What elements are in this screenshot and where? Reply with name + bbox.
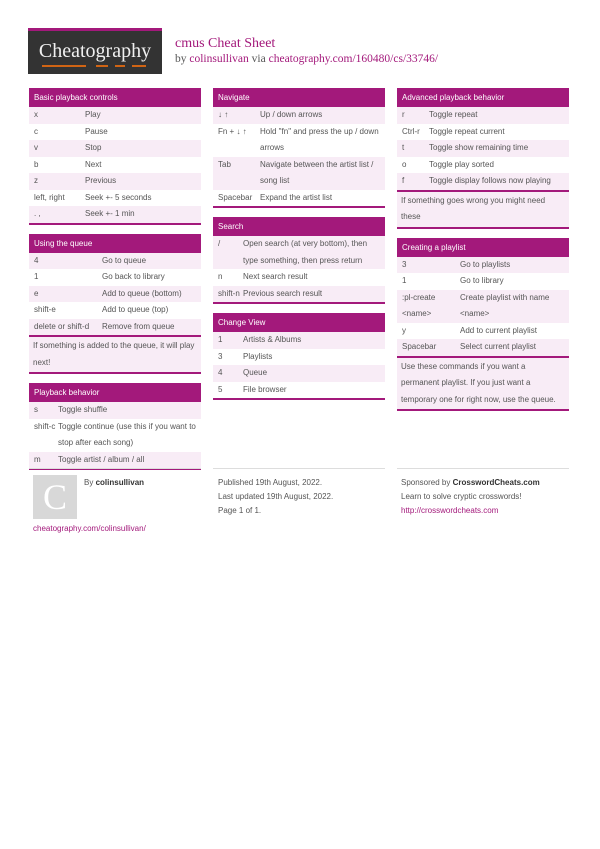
shortcut-description: Playlists	[243, 351, 273, 361]
column-1	[29, 88, 201, 479]
shortcut-description: Next search result	[243, 272, 308, 281]
shortcut-description: Add to queue (top)	[102, 305, 169, 314]
shortcut-key: n	[218, 272, 223, 281]
author-avatar[interactable]: C	[33, 475, 77, 519]
shortcut-description: Pause	[85, 126, 108, 136]
shortcut-row	[213, 157, 385, 190]
shortcut-key: c	[34, 126, 38, 136]
shortcut-key: Tab	[218, 159, 231, 169]
sponsor-label: Sponsored by	[401, 478, 451, 487]
shortcut-row	[29, 402, 201, 419]
shortcut-description: Create playlist with name <name>	[460, 292, 550, 318]
shortcut-key: 1	[34, 272, 39, 281]
section-note: Use these commands if you want a permanent playlist. If you just want a temporary one for right now, use the queue.	[397, 356, 569, 410]
section-playback-behavior	[29, 383, 201, 470]
logo-underline-accent	[115, 65, 125, 67]
shortcut-key: ↓ ↑	[218, 110, 229, 119]
section-title: Playback behavior	[29, 383, 201, 402]
shortcut-row	[213, 124, 385, 157]
shortcut-key: b	[34, 159, 39, 169]
shortcut-description: Navigate between the artist list / song list	[260, 159, 374, 185]
shortcut-description: Add to queue (bottom)	[102, 288, 182, 298]
shortcut-description: Seek +- 5 seconds	[85, 192, 152, 202]
shortcut-key: t	[402, 143, 405, 152]
shortcut-row	[397, 257, 569, 274]
shortcut-row	[213, 332, 385, 349]
shortcut-description: Expand the artist list	[260, 192, 333, 202]
shortcut-description: Previous search result	[243, 288, 323, 298]
sponsor-name[interactable]: CrosswordCheats.com	[452, 478, 540, 487]
shortcut-description: Toggle repeat current	[429, 126, 505, 136]
logo-underline-accent	[96, 65, 108, 67]
section-change-view	[213, 313, 385, 400]
shortcut-key: 3	[218, 351, 223, 361]
shortcut-row	[29, 253, 201, 270]
shortcut-description: Remove from queue	[102, 321, 175, 331]
sponsor-line	[401, 476, 540, 490]
shortcut-key: Ctrl-r	[402, 126, 420, 136]
shortcut-row	[213, 365, 385, 382]
shortcut-key: shift-c	[34, 421, 56, 431]
footer-author-url[interactable]: cheatography.com/colinsullivan/	[33, 524, 146, 533]
shortcut-row	[213, 269, 385, 286]
shortcut-description: Select current playlist	[460, 342, 537, 351]
shortcut-row	[29, 302, 201, 319]
shortcut-key: Spacebar	[402, 342, 437, 351]
section-title: Basic playback controls	[29, 88, 201, 107]
section-using-queue	[29, 234, 201, 375]
shortcut-key: x	[34, 110, 38, 119]
shortcut-description: Queue	[243, 368, 268, 377]
section-title: Creating a playlist	[397, 238, 569, 257]
shortcut-key: Fn + ↓ ↑	[218, 126, 247, 136]
shortcut-key: e	[34, 288, 39, 298]
shortcut-key: delete or shift-d	[34, 321, 90, 331]
shortcut-key: 3	[402, 259, 407, 269]
shortcut-key: . ,	[34, 209, 41, 218]
shortcut-row	[29, 319, 201, 336]
shortcut-description: Go back to library	[102, 272, 165, 281]
shortcut-key: z	[34, 176, 38, 185]
shortcut-row	[397, 339, 569, 356]
sponsor-tagline: Learn to solve cryptic crosswords!	[401, 492, 522, 501]
shortcut-row	[213, 236, 385, 269]
shortcut-row	[213, 382, 385, 399]
footer-author-name[interactable]: colinsullivan	[95, 478, 145, 487]
shortcut-key: f	[402, 176, 405, 185]
shortcut-key: r	[402, 110, 405, 119]
shortcut-row	[29, 190, 201, 207]
logo-underline-accent	[132, 65, 146, 67]
shortcut-key: /	[218, 239, 221, 248]
page-title: cmus Cheat Sheet	[175, 36, 276, 51]
shortcut-description: File browser	[243, 384, 287, 394]
footer-sponsor	[401, 476, 540, 518]
shortcut-description: Next	[85, 159, 102, 169]
shortcut-row	[397, 157, 569, 174]
shortcut-row	[29, 419, 201, 452]
shortcut-key: 1	[218, 335, 223, 344]
column-3	[397, 88, 569, 420]
by-label: by	[175, 53, 187, 65]
shortcut-row	[29, 269, 201, 286]
shortcut-row	[213, 349, 385, 366]
shortcut-description: Toggle show remaining time	[429, 143, 529, 152]
shortcut-description: Open search (at very bottom), then type something, then press return	[243, 239, 368, 265]
section-basic-playback	[29, 88, 201, 225]
page-count: Page 1 of 1.	[218, 506, 262, 515]
shortcut-row	[397, 173, 569, 190]
section-advanced-playback	[397, 88, 569, 229]
shortcut-key: shift-e	[34, 305, 56, 314]
section-title: Navigate	[213, 88, 385, 107]
shortcut-key: 4	[218, 368, 223, 377]
shortcut-row	[213, 286, 385, 303]
shortcut-key: shift-n	[218, 288, 240, 298]
shortcut-key: 4	[34, 255, 39, 265]
shortcut-row	[29, 124, 201, 141]
section-title: Advanced playback behavior	[397, 88, 569, 107]
footer-by-label: By	[84, 478, 94, 487]
sheet-url-link[interactable]: cheatography.com/160480/cs/33746/	[268, 53, 439, 65]
byline	[175, 52, 438, 67]
footer-divider	[213, 468, 385, 469]
shortcut-description: Toggle continue (use this if you want to stop after each song)	[58, 421, 196, 447]
shortcut-row	[29, 140, 201, 157]
section-creating-playlist	[397, 238, 569, 412]
shortcut-description: Go to queue	[102, 255, 147, 265]
published-date: Published 19th August, 2022.	[218, 478, 323, 487]
shortcut-row	[29, 286, 201, 303]
shortcut-row	[397, 140, 569, 157]
section-navigate	[213, 88, 385, 208]
shortcut-row	[29, 107, 201, 124]
title-block	[175, 36, 438, 67]
shortcut-row	[397, 323, 569, 340]
shortcut-description: Up / down arrows	[260, 110, 323, 119]
shortcut-row	[397, 124, 569, 141]
footer-divider	[29, 468, 201, 469]
section-search	[213, 217, 385, 304]
shortcut-description: Go to playlists	[460, 259, 511, 269]
cheatography-logo[interactable]	[28, 28, 162, 74]
logo-text: Cheatography	[38, 40, 152, 62]
footer-author-url-wrap	[33, 522, 146, 536]
footer-author	[84, 476, 144, 490]
column-2	[213, 88, 385, 409]
shortcut-key: 5	[218, 384, 223, 394]
via-label: via	[251, 53, 266, 65]
shortcut-description: Toggle shuffle	[58, 405, 108, 414]
shortcut-key: :pl-create <name>	[402, 292, 436, 318]
section-note: If something goes wrong you might need these	[397, 190, 569, 227]
section-title: Using the queue	[29, 234, 201, 253]
shortcut-description: Play	[85, 110, 101, 119]
sponsor-url[interactable]: http://crosswordcheats.com	[401, 506, 499, 515]
footer-publish-info	[218, 476, 333, 518]
shortcut-row	[213, 190, 385, 207]
section-title: Change View	[213, 313, 385, 332]
shortcut-row	[29, 157, 201, 174]
shortcut-key: Spacebar	[218, 192, 253, 202]
shortcut-description: Toggle artist / album / all	[58, 454, 145, 464]
shortcut-key: 1	[402, 276, 407, 285]
shortcut-description: Add to current playlist	[460, 325, 537, 335]
shortcut-key: v	[34, 143, 38, 152]
shortcut-key: left, right	[34, 192, 65, 202]
shortcut-description: Toggle repeat	[429, 110, 478, 119]
shortcut-description: Hold "fn" and press the up / down arrows	[260, 126, 379, 152]
shortcut-description: Artists & Albums	[243, 335, 302, 344]
shortcut-row	[397, 290, 569, 323]
author-link[interactable]: colinsullivan	[189, 53, 249, 65]
shortcut-description: Stop	[85, 143, 102, 152]
shortcut-key: y	[402, 325, 406, 335]
shortcut-description: Toggle play sorted	[429, 159, 494, 169]
shortcut-key: m	[34, 454, 41, 464]
shortcut-row	[29, 452, 201, 469]
shortcut-row	[213, 107, 385, 124]
shortcut-row	[397, 107, 569, 124]
shortcut-row	[397, 273, 569, 290]
footer-divider	[397, 468, 569, 469]
shortcut-description: Previous	[85, 176, 117, 185]
shortcut-row	[29, 173, 201, 190]
shortcut-description: Seek +- 1 min	[85, 209, 135, 218]
shortcut-description: Go to library	[460, 276, 504, 285]
section-title: Search	[213, 217, 385, 236]
shortcut-description: Toggle display follows now playing	[429, 176, 551, 185]
shortcut-key: o	[402, 159, 407, 169]
section-note: If something is added to the queue, it will play next!	[29, 335, 201, 372]
updated-date: Last updated 19th August, 2022.	[218, 492, 334, 501]
shortcut-key: s	[34, 405, 38, 414]
shortcut-row	[29, 206, 201, 223]
logo-underline-accent	[42, 65, 86, 67]
